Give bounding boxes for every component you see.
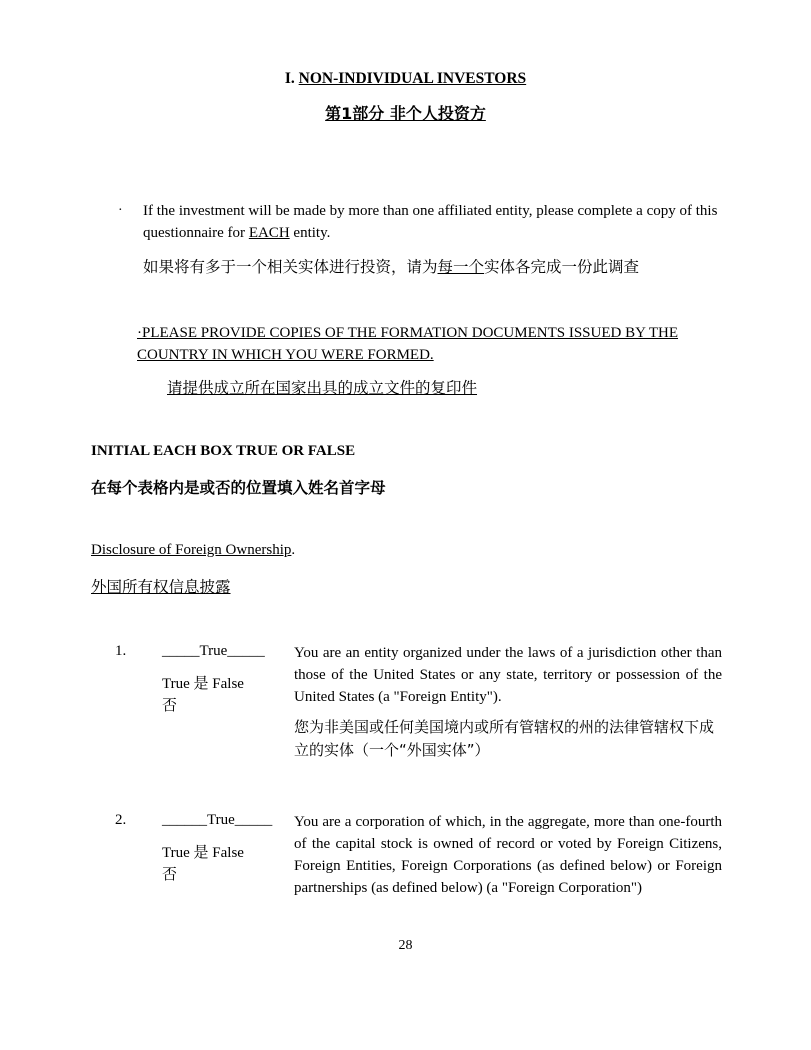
- bullet-2-text: [137, 322, 712, 366]
- item-2-options-line2: 否: [162, 867, 178, 883]
- initial-heading: INITIAL EACH BOX TRUE OR FALSE: [91, 443, 356, 459]
- section-title-cn: 第1部分 非个人投资方: [325, 104, 486, 123]
- disclosure-title-cn: 外国所有权信息披露: [91, 578, 231, 596]
- bullet-2-marker: ·: [137, 325, 142, 341]
- disclosure-title-period: .: [291, 542, 296, 558]
- item-2-true-field[interactable]: [162, 812, 282, 829]
- item-1-true-field[interactable]: [162, 643, 282, 660]
- item-1-text: You are an entity organized under the laws of a jurisdiction other than those of the United States or any state, territory or possession of the United States (a "Foreign Entity").: [294, 645, 722, 705]
- section-title: [0, 70, 811, 88]
- item-1-true-false-options: [162, 673, 272, 717]
- bullet-2-body: PLEASE PROVIDE COPIES OF THE FORMATION DOCUMENTS ISSUED BY THE COUNTRY IN WHICH YOU WERE FORMED.: [137, 325, 679, 363]
- disclosure-title-text: Disclosure of Foreign Ownership: [91, 542, 292, 558]
- bullet-2-cn: 请提供成立所在国家出具的成立文件的复印件: [167, 379, 478, 397]
- bullet-1-text: [143, 200, 723, 244]
- item-1-blank-after: _____: [227, 643, 265, 659]
- item-1-options-line1: True 是 False: [162, 676, 244, 692]
- item-1-cn: 您为非美国或任何美国境内或所有管辖权的州的法律管辖权下成立的实体（一个“外国实体”）: [294, 718, 715, 759]
- item-2-text: You are a corporation of which, in the aggregate, more than one-fourth of the capital stock is owned of record or voted by Foreign Citizens, Foreign Entities, Foreign Corporations (as defined below) or Foreign partnerships (as defined below) (a "Foreign Corporation"): [294, 814, 722, 896]
- bullet-1-cn: [143, 255, 639, 277]
- item-1-true-label: True: [199, 643, 228, 659]
- item-1-blank-before: _____: [162, 643, 200, 659]
- bullet-marker: ·: [118, 203, 123, 218]
- item-1-options-line2: 否: [162, 698, 178, 714]
- item-2-options-line1: True 是 False: [162, 845, 244, 861]
- item-2-blank-before: ______: [162, 812, 207, 828]
- section-title-prefix: I.: [284, 70, 299, 87]
- initial-heading-cn: 在每个表格内是或否的位置填入姓名首字母: [91, 479, 386, 497]
- disclosure-title: [91, 542, 295, 559]
- item-2-true-false-options: [162, 842, 272, 886]
- bullet-1-cn-emphasis: 每一个: [437, 258, 485, 276]
- bullet-1-text-before: If the investment will be made by more than one affiliated entity, please complete a copy of this questionnaire for: [143, 203, 718, 241]
- bullet-1-emphasis: EACH: [248, 225, 290, 241]
- item-2-number: 2.: [115, 812, 127, 828]
- item-2-true-label: True: [207, 812, 235, 828]
- bullet-1-cn-after: 实体各完成一份此调查: [484, 258, 640, 276]
- bullet-1-text-after: entity.: [289, 225, 331, 241]
- item-1-number: 1.: [115, 643, 127, 659]
- bullet-1-cn-before: 如果将有多于一个相关实体进行投资，请为: [143, 258, 438, 276]
- section-title-text: NON-INDIVIDUAL INVESTORS: [298, 70, 527, 87]
- item-2-blank-after: _____: [234, 812, 273, 828]
- page-number: 28: [398, 938, 413, 953]
